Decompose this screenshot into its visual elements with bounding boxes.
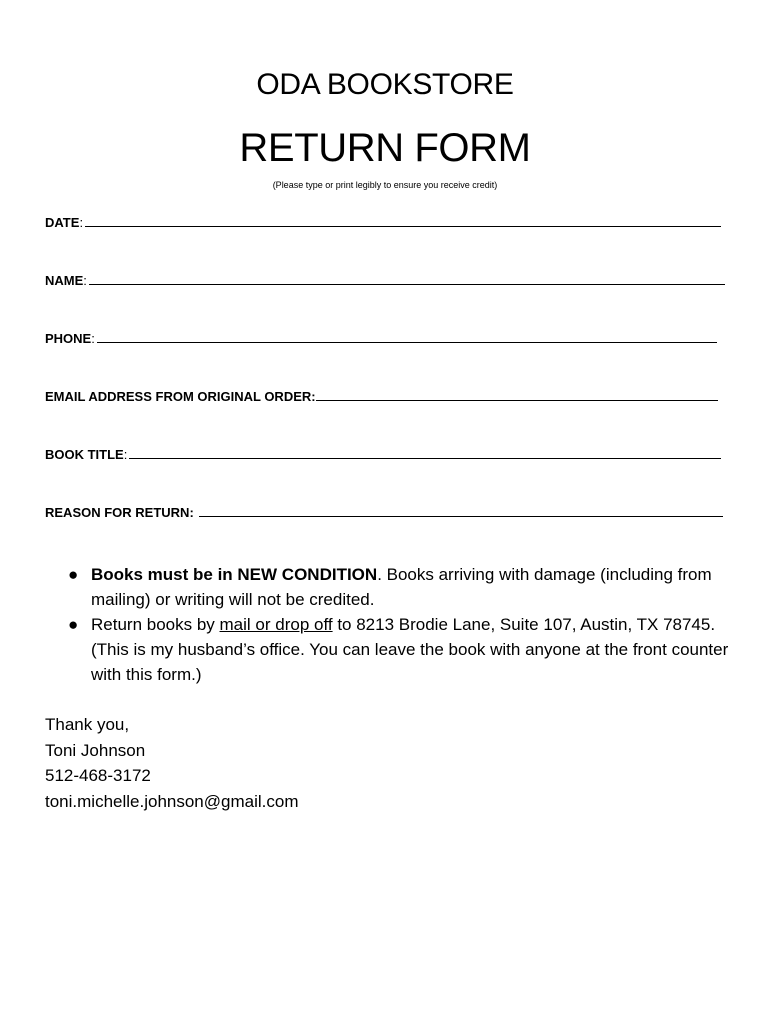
book-title-input-line[interactable] bbox=[129, 458, 721, 459]
phone-label: PHONE bbox=[45, 331, 92, 346]
list-item bbox=[68, 562, 738, 612]
name-input-line[interactable] bbox=[89, 284, 725, 285]
contact-email: toni.michelle.johnson@gmail.com bbox=[45, 791, 299, 811]
reason-field[interactable] bbox=[45, 502, 723, 520]
name-label: NAME bbox=[45, 273, 84, 288]
bullet-icon: ● bbox=[68, 565, 79, 584]
return-policy-notes bbox=[68, 562, 738, 687]
book-title-field[interactable]: BOOK TITLE: bbox=[45, 444, 721, 462]
reason-input-line[interactable] bbox=[199, 516, 723, 517]
name-field[interactable]: NAME: bbox=[45, 270, 725, 288]
date-field[interactable]: DATE: bbox=[45, 212, 721, 230]
date-label: DATE bbox=[45, 215, 80, 230]
form-instructions: (Please type or print legibly to ensure you receive credit) bbox=[272, 180, 498, 190]
mail-or-drop-off-text: mail or drop off bbox=[219, 615, 333, 634]
closing-text: Thank you, bbox=[45, 715, 130, 734]
bullet-icon: ● bbox=[68, 615, 79, 634]
signoff bbox=[45, 712, 298, 814]
damage-note: . Books arriving with damage (including from mailing) or writing will not be credited. bbox=[91, 565, 712, 609]
form-title: RETURN FORM bbox=[239, 126, 531, 170]
date-input-line[interactable] bbox=[85, 226, 721, 227]
store-name: ODA BOOKSTORE bbox=[256, 68, 514, 101]
return-address-note: to 8213 Brodie Lane, Suite 107, Austin, TX 78745. (This is my husband’s office. You can leave the book with anyone at the front counter with this form.) bbox=[91, 615, 729, 684]
new-condition-note: Books must be in NEW CONDITION bbox=[91, 565, 378, 584]
email-field[interactable] bbox=[45, 386, 718, 404]
book-title-label: BOOK TITLE bbox=[45, 447, 124, 462]
phone-input-line[interactable] bbox=[97, 342, 717, 343]
email-input-line[interactable] bbox=[316, 400, 718, 401]
list-item bbox=[68, 612, 738, 687]
contact-phone: 512-468-3172 bbox=[45, 766, 151, 785]
contact-name: Toni Johnson bbox=[45, 740, 146, 760]
email-label: EMAIL ADDRESS FROM ORIGINAL ORDER: bbox=[45, 389, 316, 404]
return-method-prefix: Return books by bbox=[91, 615, 220, 634]
reason-label: REASON FOR RETURN: bbox=[45, 505, 194, 520]
phone-field[interactable]: PHONE: bbox=[45, 328, 717, 346]
